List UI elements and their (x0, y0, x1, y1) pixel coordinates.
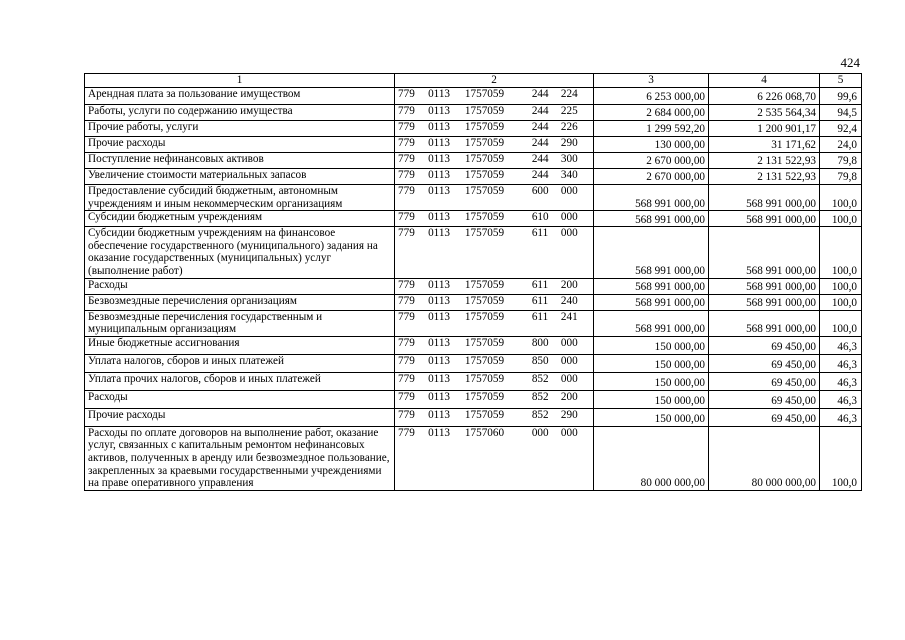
row-name: Работы, услуги по содержанию имущества (85, 105, 395, 121)
planned-amount: 150 000,00 (594, 408, 709, 426)
row-name: Безвозмездные перечисления организациям (85, 294, 395, 310)
row-codes (395, 211, 594, 227)
table-row (85, 354, 862, 372)
row-codes (395, 390, 594, 408)
code-part: 244 (531, 153, 549, 165)
code-part: 1757059 (464, 294, 505, 307)
code-part: 200 (560, 390, 578, 403)
row-name: Прочие расходы (85, 137, 395, 153)
row-codes (395, 105, 594, 121)
executed-amount: 69 450,00 (709, 354, 820, 372)
code-part: 0113 (428, 121, 451, 133)
executed-amount: 69 450,00 (709, 336, 820, 354)
execution-percent: 46,3 (820, 372, 862, 390)
executed-amount: 568 991 000,00 (709, 211, 820, 227)
execution-percent: 79,8 (820, 169, 862, 185)
row-name: Расходы по оплате договоров на выполнение работ, оказание услуг, связанных с капитальным ремонтом нефинансовых активов, полученных в аренду или безвозмездное пользование, закрепленных за краевыми государственными учреждениями на праве оперативного управления (85, 426, 395, 490)
code-part: 224 (560, 88, 578, 100)
code-part: 0113 (428, 426, 451, 439)
code-part: 779 (398, 408, 415, 421)
executed-amount: 568 991 000,00 (709, 310, 820, 336)
code-part: 852 (531, 372, 549, 385)
table-row (85, 336, 862, 354)
code-part: 611 (531, 227, 549, 240)
code-part: 779 (398, 354, 415, 367)
code-part: 0113 (428, 294, 451, 307)
table-row (85, 390, 862, 408)
header-cell-2: 2 (395, 74, 594, 88)
code-part: 0113 (428, 88, 451, 100)
code-part: 779 (398, 310, 415, 323)
planned-amount: 568 991 000,00 (594, 310, 709, 336)
planned-amount: 568 991 000,00 (594, 227, 709, 278)
row-codes (395, 294, 594, 310)
row-codes (395, 88, 594, 105)
planned-amount: 568 991 000,00 (594, 294, 709, 310)
planned-amount: 568 991 000,00 (594, 185, 709, 211)
code-part: 1757059 (464, 169, 505, 181)
row-codes (395, 121, 594, 137)
executed-amount: 2 131 522,93 (709, 153, 820, 169)
code-part: 244 (531, 137, 549, 149)
executed-amount: 568 991 000,00 (709, 185, 820, 211)
code-part: 000 (560, 372, 578, 385)
header-cell-1: 1 (85, 74, 395, 88)
executed-amount: 6 226 068,70 (709, 88, 820, 105)
code-part: 1757059 (464, 390, 505, 403)
code-part: 0113 (428, 211, 451, 224)
code-part: 852 (531, 390, 549, 403)
code-part: 1757059 (464, 121, 505, 133)
table-row (85, 227, 862, 278)
code-part: 611 (531, 294, 549, 307)
code-part: 0113 (428, 390, 451, 403)
code-part: 1757059 (464, 278, 505, 291)
row-name: Прочие работы, услуги (85, 121, 395, 137)
row-name: Субсидии бюджетным учреждениям на финансовое обеспечение государственного (муниципального) задания на оказание государственных (муниципальных) услуг (выполнение работ) (85, 227, 395, 278)
row-codes (395, 336, 594, 354)
code-part: 0113 (428, 336, 451, 349)
executed-amount: 69 450,00 (709, 372, 820, 390)
row-name: Поступление нефинансовых активов (85, 153, 395, 169)
row-codes (395, 426, 594, 490)
execution-percent: 99,6 (820, 88, 862, 105)
code-part: 241 (560, 310, 578, 323)
execution-percent: 46,3 (820, 390, 862, 408)
execution-percent: 46,3 (820, 354, 862, 372)
executed-amount: 568 991 000,00 (709, 278, 820, 294)
row-name: Расходы (85, 278, 395, 294)
row-name: Предоставление субсидий бюджетным, автономным учреждениям и иным некоммерческим организациям (85, 185, 395, 211)
code-part: 000 (560, 336, 578, 349)
code-part: 340 (560, 169, 578, 181)
code-part: 000 (560, 426, 578, 439)
code-part: 244 (531, 169, 549, 181)
code-part: 0113 (428, 372, 451, 385)
code-part: 779 (398, 153, 415, 165)
row-name: Уплата прочих налогов, сборов и иных платежей (85, 372, 395, 390)
code-part: 1757059 (464, 105, 505, 117)
code-part: 779 (398, 227, 415, 240)
code-part: 1757060 (464, 426, 505, 439)
header-cell-4: 4 (709, 74, 820, 88)
planned-amount: 150 000,00 (594, 390, 709, 408)
table-row (85, 372, 862, 390)
row-name: Арендная плата за пользование имуществом (85, 88, 395, 105)
code-part: 779 (398, 105, 415, 117)
code-part: 779 (398, 88, 415, 100)
table-row (85, 211, 862, 227)
table-row (85, 294, 862, 310)
executed-amount: 2 131 522,93 (709, 169, 820, 185)
code-part: 290 (560, 408, 578, 421)
code-part: 000 (560, 185, 578, 197)
page-number: 424 (840, 55, 860, 70)
code-part: 1757059 (464, 211, 505, 224)
code-part: 611 (531, 278, 549, 291)
header-row (85, 74, 862, 88)
table-row (85, 153, 862, 169)
execution-percent: 100,0 (820, 310, 862, 336)
execution-percent: 79,8 (820, 153, 862, 169)
code-part: 852 (531, 408, 549, 421)
planned-amount: 2 670 000,00 (594, 153, 709, 169)
planned-amount: 150 000,00 (594, 372, 709, 390)
code-part: 1757059 (464, 354, 505, 367)
table-row (85, 408, 862, 426)
row-name: Прочие расходы (85, 408, 395, 426)
execution-percent: 46,3 (820, 336, 862, 354)
code-part: 800 (531, 336, 549, 349)
execution-percent: 100,0 (820, 294, 862, 310)
code-part: 0113 (428, 137, 451, 149)
code-part: 1757059 (464, 227, 505, 240)
execution-percent: 100,0 (820, 278, 862, 294)
executed-amount: 568 991 000,00 (709, 294, 820, 310)
execution-percent: 24,0 (820, 137, 862, 153)
row-codes (395, 278, 594, 294)
row-name: Увеличение стоимости материальных запасов (85, 169, 395, 185)
executed-amount: 568 991 000,00 (709, 227, 820, 278)
table-row (85, 185, 862, 211)
executed-amount: 1 200 901,17 (709, 121, 820, 137)
table-row (85, 278, 862, 294)
code-part: 1757059 (464, 372, 505, 385)
executed-amount: 2 535 564,34 (709, 105, 820, 121)
code-part: 0113 (428, 169, 451, 181)
code-part: 000 (560, 211, 578, 224)
row-codes (395, 185, 594, 211)
planned-amount: 150 000,00 (594, 354, 709, 372)
code-part: 1757059 (464, 310, 505, 323)
row-name: Иные бюджетные ассигнования (85, 336, 395, 354)
code-part: 0113 (428, 278, 451, 291)
row-codes (395, 153, 594, 169)
code-part: 779 (398, 426, 415, 439)
row-codes (395, 227, 594, 278)
code-part: 0113 (428, 408, 451, 421)
code-part: 0113 (428, 105, 451, 117)
execution-percent: 100,0 (820, 185, 862, 211)
code-part: 779 (398, 185, 415, 197)
code-part: 000 (560, 227, 578, 240)
row-name: Субсидии бюджетным учреждениям (85, 211, 395, 227)
row-name: Расходы (85, 390, 395, 408)
code-part: 611 (531, 310, 549, 323)
code-part: 244 (531, 105, 549, 117)
code-part: 1757059 (464, 185, 505, 197)
table-row (85, 88, 862, 105)
code-part: 1757059 (464, 137, 505, 149)
code-part: 000 (560, 354, 578, 367)
planned-amount: 568 991 000,00 (594, 211, 709, 227)
planned-amount: 1 299 592,20 (594, 121, 709, 137)
table-row (85, 310, 862, 336)
row-codes (395, 354, 594, 372)
code-part: 0113 (428, 227, 451, 240)
executed-amount: 80 000 000,00 (709, 426, 820, 490)
code-part: 244 (531, 88, 549, 100)
table-row (85, 121, 862, 137)
code-part: 779 (398, 121, 415, 133)
code-part: 225 (560, 105, 578, 117)
execution-percent: 92,4 (820, 121, 862, 137)
header-cell-5: 5 (820, 74, 862, 88)
code-part: 000 (531, 426, 549, 439)
code-part: 0113 (428, 354, 451, 367)
code-part: 610 (531, 211, 549, 224)
table-row (85, 426, 862, 490)
planned-amount: 130 000,00 (594, 137, 709, 153)
planned-amount: 568 991 000,00 (594, 278, 709, 294)
code-part: 779 (398, 294, 415, 307)
planned-amount: 150 000,00 (594, 336, 709, 354)
executed-amount: 31 171,62 (709, 137, 820, 153)
row-codes (395, 408, 594, 426)
code-part: 1757059 (464, 336, 505, 349)
executed-amount: 69 450,00 (709, 408, 820, 426)
code-part: 779 (398, 137, 415, 149)
code-part: 779 (398, 169, 415, 181)
executed-amount: 69 450,00 (709, 390, 820, 408)
planned-amount: 6 253 000,00 (594, 88, 709, 105)
code-part: 850 (531, 354, 549, 367)
planned-amount: 2 684 000,00 (594, 105, 709, 121)
table-row (85, 169, 862, 185)
code-part: 240 (560, 294, 578, 307)
code-part: 0113 (428, 185, 451, 197)
code-part: 300 (560, 153, 578, 165)
row-codes (395, 372, 594, 390)
execution-percent: 100,0 (820, 227, 862, 278)
row-codes (395, 137, 594, 153)
code-part: 200 (560, 278, 578, 291)
execution-percent: 100,0 (820, 426, 862, 490)
code-part: 1757059 (464, 408, 505, 421)
code-part: 0113 (428, 153, 451, 165)
code-part: 600 (531, 185, 549, 197)
execution-percent: 94,5 (820, 105, 862, 121)
row-codes (395, 169, 594, 185)
budget-table (84, 73, 862, 491)
row-name: Уплата налогов, сборов и иных платежей (85, 354, 395, 372)
code-part: 0113 (428, 310, 451, 323)
code-part: 779 (398, 278, 415, 291)
table-row (85, 137, 862, 153)
code-part: 244 (531, 121, 549, 133)
code-part: 1757059 (464, 88, 505, 100)
row-codes (395, 310, 594, 336)
code-part: 779 (398, 336, 415, 349)
code-part: 779 (398, 390, 415, 403)
code-part: 779 (398, 372, 415, 385)
code-part: 290 (560, 137, 578, 149)
execution-percent: 100,0 (820, 211, 862, 227)
header-cell-3: 3 (594, 74, 709, 88)
code-part: 226 (560, 121, 578, 133)
row-name: Безвозмездные перечисления государственным и муниципальным организациям (85, 310, 395, 336)
planned-amount: 80 000 000,00 (594, 426, 709, 490)
table-row (85, 105, 862, 121)
code-part: 1757059 (464, 153, 505, 165)
planned-amount: 2 670 000,00 (594, 169, 709, 185)
code-part: 779 (398, 211, 415, 224)
execution-percent: 46,3 (820, 408, 862, 426)
